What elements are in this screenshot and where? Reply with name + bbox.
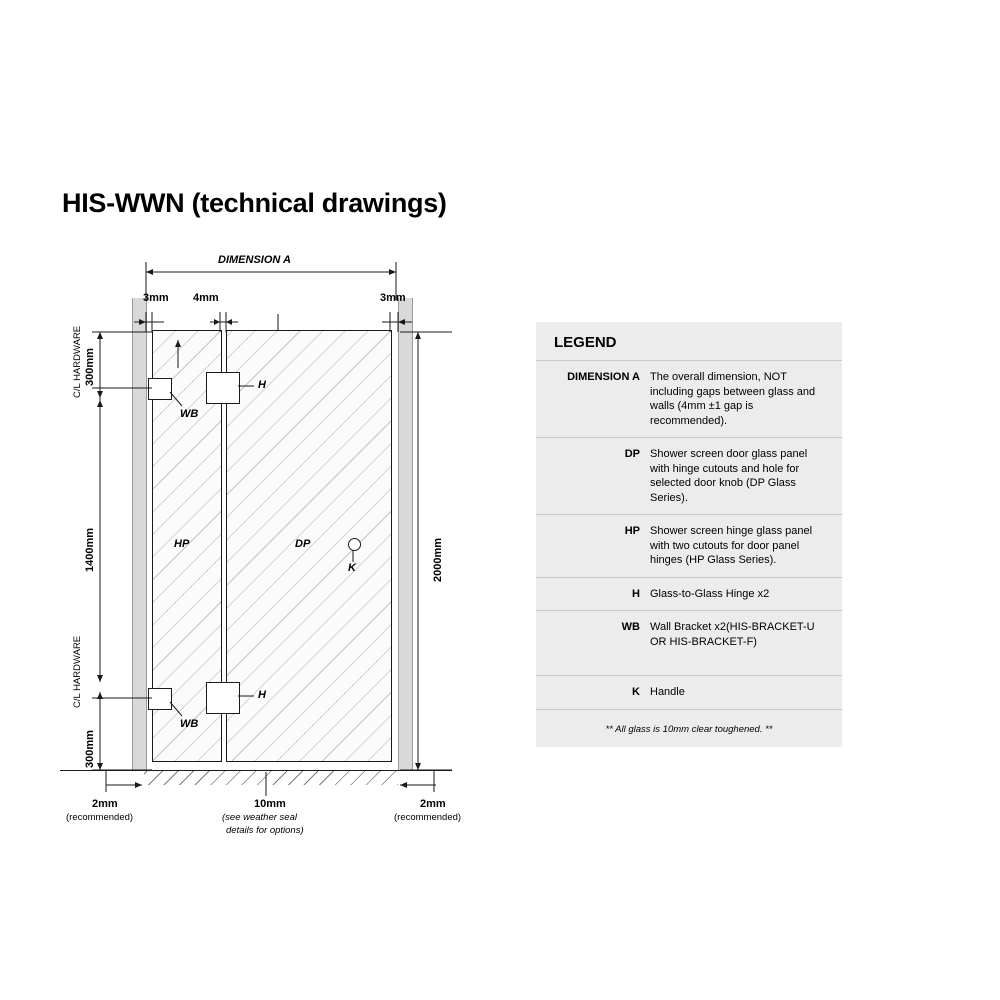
legend-footnote: ** All glass is 10mm clear toughened. ** xyxy=(536,709,842,747)
floor-hatch xyxy=(144,771,398,785)
bottom-right-note: (recommended) xyxy=(394,812,462,823)
bottom-centre-note-1: (see weather seal xyxy=(222,812,297,823)
panel-dp-label: DP xyxy=(295,538,311,550)
bottom-right-gap-label: 2mm xyxy=(420,798,446,810)
gap-right-label: 3mm xyxy=(380,292,406,304)
legend-title: LEGEND xyxy=(554,334,617,351)
middle-dim-label: 1400mm xyxy=(84,527,96,572)
hinge-top xyxy=(206,372,240,404)
overall-height-label: 2000mm xyxy=(432,537,444,582)
legend-key: DIMENSION A xyxy=(567,371,640,383)
legend-desc: Shower screen door glass panel with hinge cutouts and hole for selected door knob (DP Glass Series). xyxy=(650,448,808,504)
hinge-bottom-label: H xyxy=(258,689,266,701)
legend-panel xyxy=(536,322,842,747)
wall-left xyxy=(132,298,147,770)
top-hardware-cl-label: C/L HARDWARE xyxy=(72,325,83,398)
legend-key: K xyxy=(632,686,640,698)
gap-left-label: 3mm xyxy=(143,292,169,304)
technical-drawing xyxy=(60,240,480,840)
legend-key: WB xyxy=(621,621,640,633)
legend-desc: Handle xyxy=(650,686,685,698)
hinge-top-label: H xyxy=(258,379,266,391)
bracket-top-label: WB xyxy=(180,408,199,420)
legend-desc: Shower screen hinge glass panel with two cutouts for door panel hinges (HP Glass Series). xyxy=(650,525,813,566)
legend-desc: Wall Bracket x2(HIS-BRACKET-U OR HIS-BRACKET-F) xyxy=(650,621,815,648)
handle-knob xyxy=(348,538,361,551)
bottom-hardware-dim-label: 300mm xyxy=(84,730,96,768)
legend-row xyxy=(536,675,842,709)
bottom-left-note: (recommended) xyxy=(66,812,134,823)
wall-bracket-top xyxy=(148,378,172,400)
legend-key: H xyxy=(632,587,640,600)
bottom-left-gap-label: 2mm xyxy=(92,798,118,810)
legend-row xyxy=(536,360,842,437)
legend-desc: The overall dimension, NOT including gaps between glass and walls (4mm ±1 gap is recommended). xyxy=(650,371,816,427)
legend-key: DP xyxy=(624,448,640,460)
legend-row xyxy=(536,610,842,675)
page-title: HIS-WWN (technical drawings) xyxy=(62,188,447,218)
top-hardware-dim-label: 300mm xyxy=(84,348,96,386)
bottom-hardware-cl-label: C/L HARDWARE xyxy=(72,635,83,708)
legend-row xyxy=(536,577,842,611)
legend-row xyxy=(536,437,842,514)
bottom-centre-note-2: details for options) xyxy=(226,825,304,836)
handle-label: K xyxy=(348,562,356,574)
legend-key: HP xyxy=(624,525,640,537)
wall-right xyxy=(398,298,413,770)
legend-row xyxy=(536,514,842,577)
dimension-a-label: DIMENSION A xyxy=(218,254,291,266)
bracket-bottom-label: WB xyxy=(180,718,199,730)
hinge-bottom xyxy=(206,682,240,714)
panel-hp-label: HP xyxy=(174,538,190,550)
gap-mid-label: 4mm xyxy=(193,292,219,304)
wall-bracket-bottom xyxy=(148,688,172,710)
bottom-centre-gap-label: 10mm xyxy=(254,798,286,810)
legend-desc: Glass-to-Glass Hinge x2 xyxy=(650,587,770,600)
